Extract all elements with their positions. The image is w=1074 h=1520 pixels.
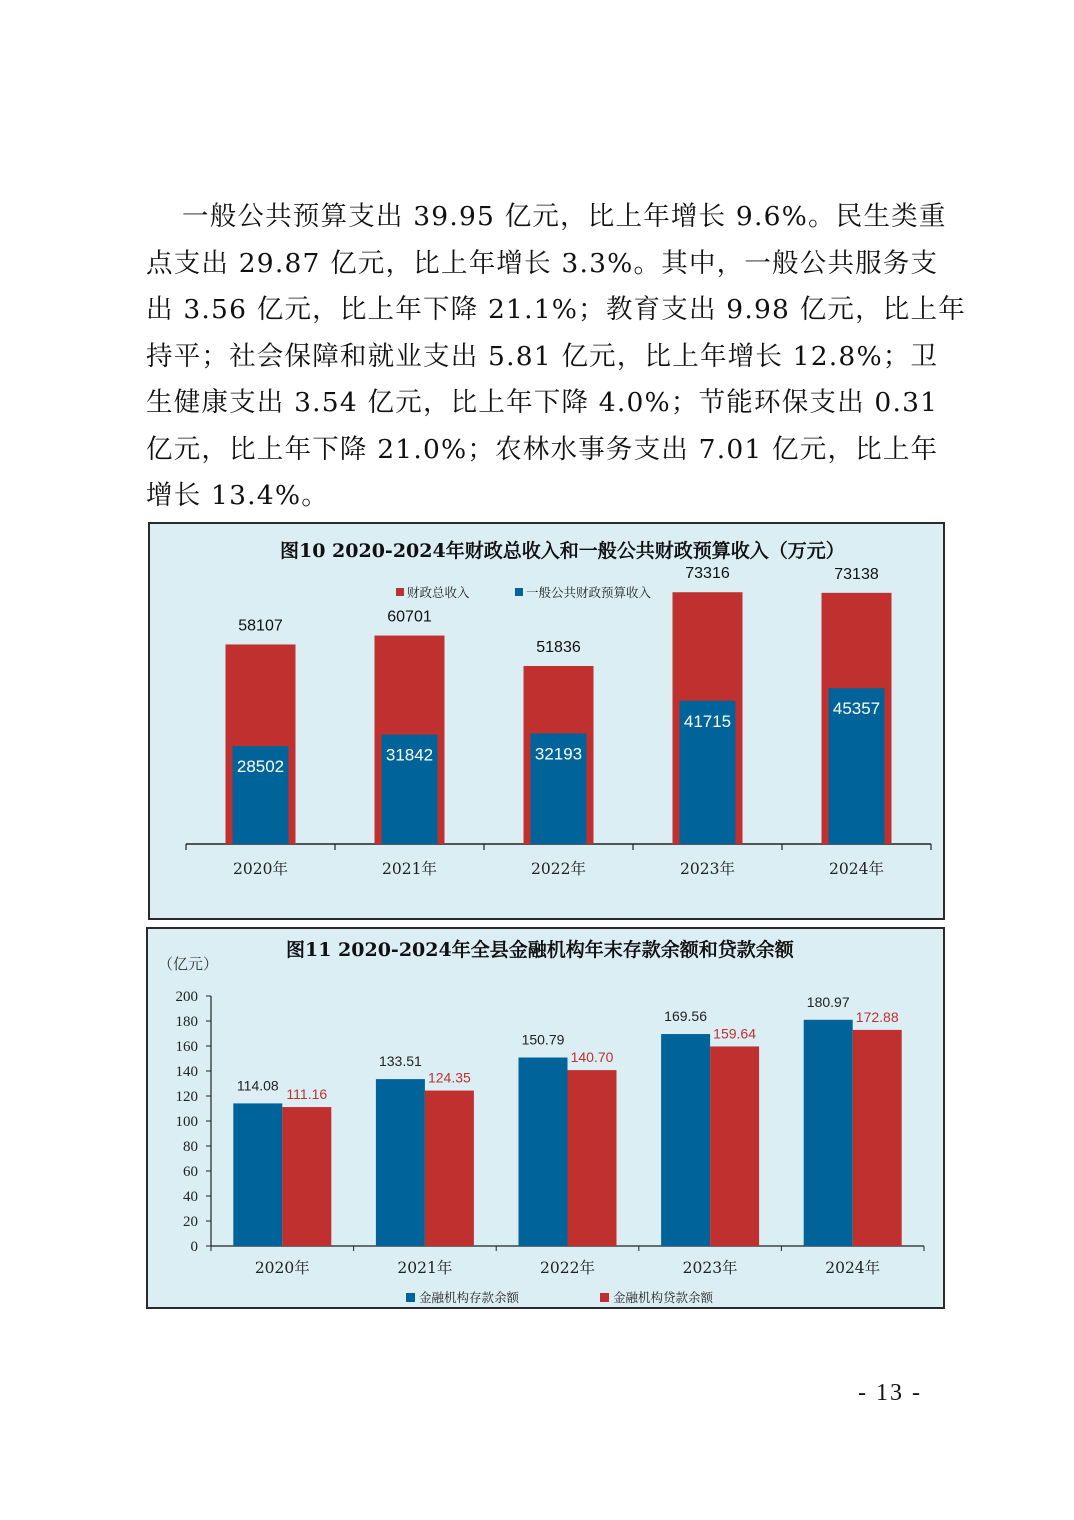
figure-10-svg [150, 524, 947, 922]
x-tick-label: 2024年 [825, 1259, 881, 1277]
figure-11-svg [148, 929, 947, 1311]
paragraph-line: 增长 13.4%。 [146, 480, 329, 511]
value-label-total: 73138 [834, 565, 879, 583]
legend-swatch-general [515, 588, 523, 596]
bar-deposit [804, 1020, 853, 1246]
figure-10-chart [148, 522, 945, 920]
x-tick-label: 2020年 [254, 1259, 310, 1277]
bar-loan [568, 1070, 617, 1246]
y-tick-label: 100 [175, 1114, 198, 1130]
y-tick-label: 120 [175, 1089, 198, 1105]
bar-deposit [233, 1103, 282, 1246]
value-label-loan: 140.70 [570, 1049, 614, 1066]
value-label-deposit: 133.51 [378, 1053, 422, 1070]
value-label-general: 28502 [236, 757, 285, 777]
value-label-loan: 124.35 [427, 1069, 471, 1086]
legend-label-general: 一般公共财政预算收入 [526, 585, 652, 600]
chart-title: 图11 2020-2024年全县金融机构年末存款余额和贷款余额 [286, 939, 794, 961]
value-label-total: 60701 [387, 608, 432, 626]
bar-loan [853, 1030, 902, 1246]
value-label-total: 58107 [238, 617, 283, 635]
y-tick-label: 180 [175, 1014, 198, 1030]
body-paragraph [146, 194, 966, 520]
bar-loan [282, 1107, 331, 1246]
chart-title: 图10 2020-2024年财政总收入和一般公共财政预算收入（万元） [280, 540, 845, 562]
paragraph-line: 持平；社会保障和就业支出 5.81 亿元，比上年增长 12.8%；卫 [146, 340, 939, 372]
x-tick-label: 2022年 [531, 860, 586, 878]
x-tick-label: 2023年 [680, 860, 735, 878]
bars-group [176, 989, 925, 1277]
figure-11-chart [146, 927, 945, 1309]
x-tick-label: 2024年 [829, 860, 884, 878]
y-tick-label: 140 [175, 1064, 198, 1080]
value-label-general: 32193 [534, 744, 583, 764]
bar-deposit [661, 1034, 710, 1246]
y-tick-label: 160 [175, 1039, 198, 1055]
legend-swatch-loan [600, 1293, 609, 1302]
x-tick-label: 2021年 [397, 1259, 453, 1277]
value-label-deposit: 150.79 [521, 1031, 565, 1048]
paragraph-line: 点支出 29.87 亿元，比上年增长 3.3%。其中，一般公共服务支 [146, 247, 939, 279]
paragraph-line: 一般公共预算支出 39.95 亿元，比上年增长 9.6%。民生类重 [182, 201, 947, 232]
value-label-loan: 159.64 [713, 1025, 757, 1042]
legend-label-total: 财政总收入 [407, 585, 470, 600]
x-tick-label: 2022年 [540, 1259, 595, 1277]
value-label-general: 41715 [683, 711, 732, 731]
value-label-deposit: 169.56 [664, 1008, 708, 1025]
bars-group [186, 565, 931, 878]
paragraph-line: 生健康支出 3.54 亿元，比上年下降 4.0%；节能环保支出 0.31 [146, 387, 939, 418]
value-label-total: 51836 [536, 638, 581, 656]
x-tick-label: 2023年 [682, 1259, 738, 1277]
value-label-deposit: 114.08 [236, 1077, 279, 1094]
legend-label-deposit: 金融机构存款余额 [419, 1290, 520, 1305]
bar-deposit [519, 1058, 568, 1246]
value-label-general: 45357 [832, 699, 881, 719]
legend-label-loan: 金融机构贷款余额 [613, 1290, 714, 1305]
paragraph-line: 亿元，比上年下降 21.0%；农林水事务支出 7.01 亿元，比上年 [146, 433, 939, 465]
y-tick-label: 40 [183, 1189, 198, 1205]
y-tick-label: 0 [190, 1239, 198, 1255]
value-label-deposit: 180.97 [806, 993, 850, 1010]
legend-swatch-deposit [406, 1293, 415, 1302]
value-label-loan: 111.16 [286, 1086, 328, 1103]
y-tick-label: 200 [175, 989, 198, 1005]
paragraph-line: 出 3.56 亿元，比上年下降 21.1%；教育支出 9.98 亿元，比上年 [146, 294, 966, 325]
value-label-general: 31842 [385, 745, 434, 765]
value-label-total: 73316 [685, 565, 730, 583]
bar-loan [710, 1046, 759, 1246]
value-label-loan: 172.88 [855, 1008, 899, 1025]
y-unit-label: （亿元） [158, 955, 219, 973]
x-tick-label: 2020年 [233, 860, 288, 878]
bar-loan [425, 1091, 474, 1246]
bar-deposit [376, 1079, 425, 1246]
y-tick-label: 60 [183, 1164, 198, 1180]
y-tick-label: 20 [183, 1214, 198, 1230]
x-tick-label: 2021年 [382, 860, 437, 878]
y-tick-label: 80 [183, 1139, 198, 1155]
legend-swatch-total [396, 588, 404, 596]
page-number: - 13 - [858, 1380, 922, 1406]
